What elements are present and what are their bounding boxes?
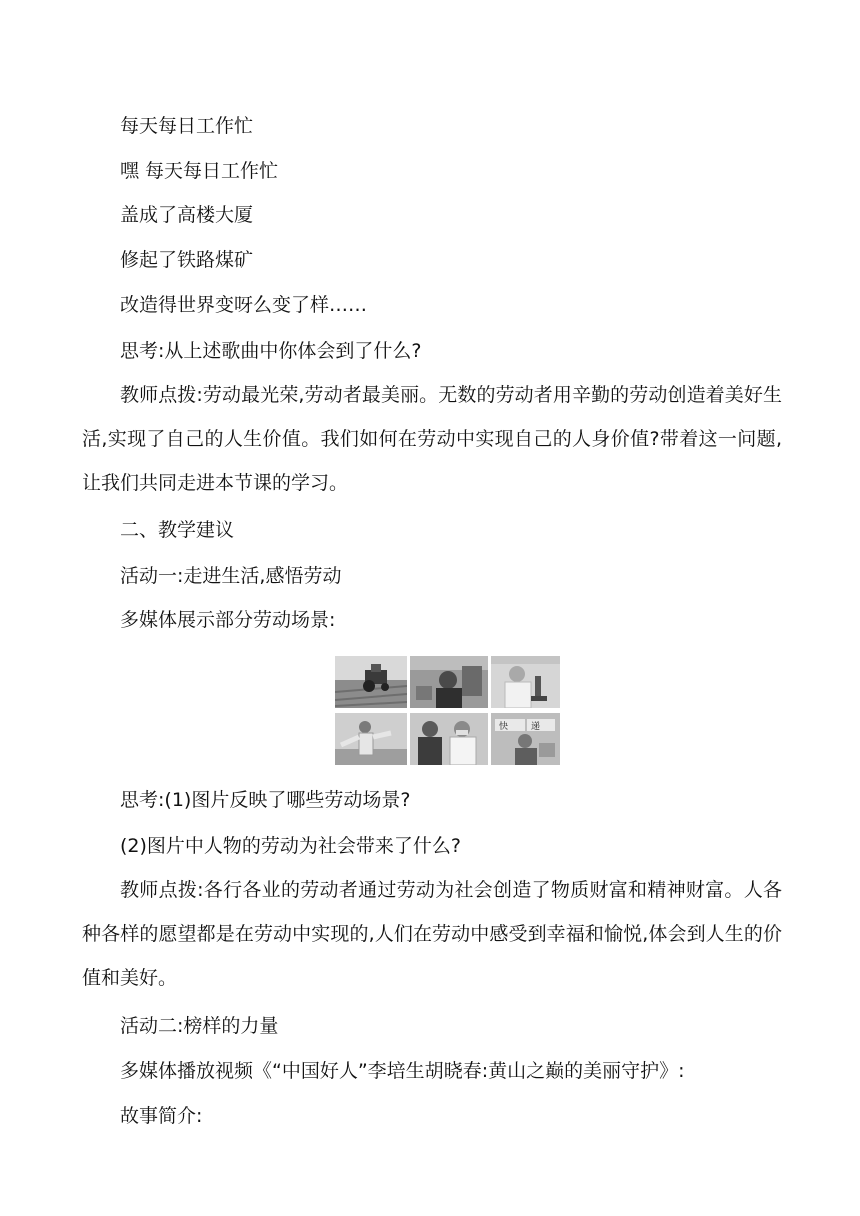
teacher-guidance-1: 教师点拨:劳动最光荣,劳动者最美丽。无数的劳动者用辛勤的劳动创造着美好生活,实现了自己的人生价值。我们如何在劳动中实现自己的人身价值?带着这一问题,让我们共同走进本节课的学习。 <box>82 384 782 494</box>
photo-tractor-field <box>335 656 407 708</box>
teacher-guidance-2: 教师点拨:各行各业的劳动者通过劳动为社会创造了物质财富和精神财富。人各种各样的愿望都是在劳动中实现的,人们在劳动中感受到幸福和愉悦,体会到人生的价值和美好。 <box>82 879 782 989</box>
photo-traffic-police <box>335 713 407 765</box>
activity-2-heading: 活动二:榜样的力量 <box>120 1015 279 1037</box>
question-1: 思考:(1)图片反映了哪些劳动场景? <box>120 789 411 811</box>
question-2: (2)图片中人物的劳动为社会带来了什么? <box>120 835 461 857</box>
multimedia-intro: 多媒体展示部分劳动场景: <box>120 609 336 631</box>
story-summary-label: 故事简介: <box>120 1105 203 1127</box>
photo-doctors <box>410 713 488 765</box>
activity-1-heading: 活动一:走进生活,感悟劳动 <box>120 565 342 587</box>
photo-courier <box>491 713 560 765</box>
lyric-line-3: 盖成了高楼大厦 <box>120 204 254 226</box>
photo-lab-microscope <box>491 656 560 708</box>
lyric-line-5: 改造得世界变呀么变了样…… <box>120 294 368 316</box>
lyric-line-4: 修起了铁路煤矿 <box>120 249 254 271</box>
section-heading-teaching-suggestions: 二、教学建议 <box>120 519 235 541</box>
lyric-line-1: 每天每日工作忙 <box>120 115 254 137</box>
video-intro: 多媒体播放视频《“中国好人”李培生胡晓春:黄山之巅的美丽守护》: <box>120 1060 685 1082</box>
photo-worker-machine <box>410 656 488 708</box>
question-song: 思考:从上述歌曲中你体会到了什么? <box>120 340 422 362</box>
courier-sign-right: 递 <box>531 722 541 732</box>
labor-scenes-collage <box>335 656 560 765</box>
courier-sign-left: 快 <box>499 722 509 732</box>
lyric-line-2: 嘿 每天每日工作忙 <box>120 160 279 182</box>
